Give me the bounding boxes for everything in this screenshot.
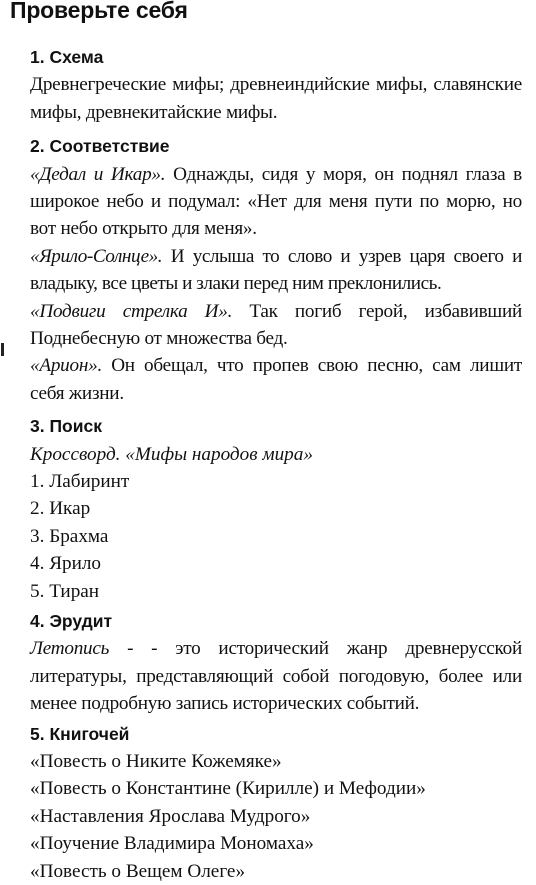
list-item: 2. Икар: [30, 498, 91, 520]
list-item: «Повесть о Константине (Кирилле) и Мефодии»: [30, 778, 426, 800]
section-text: Древнегреческие мифы; древнеиндийские мифы, славянские мифы, древнекитайские мифы.: [30, 74, 522, 123]
myth-title: «Арион».: [30, 355, 103, 377]
match-paragraph-4: [30, 352, 522, 407]
myth-quote: Он обещал, что пропев свою песню, сам лишит себя жизни.: [30, 355, 522, 404]
section-heading: 2. Соответствие: [30, 136, 170, 157]
list-item: 5. Тиран: [30, 580, 100, 602]
content: [30, 44, 522, 885]
match-paragraph-2: [30, 243, 522, 298]
crossword-title: Кроссворд. «Мифы народов мира»: [30, 443, 313, 465]
myth-title: «Ярило-Солнце».: [30, 245, 163, 267]
section-scheme: [30, 44, 522, 126]
list-item: «Наставления Ярослава Мудрого»: [30, 805, 311, 827]
list-item: «Поучение Владимира Мономаха»: [30, 833, 314, 855]
page-title: Проверьте себя: [10, 0, 188, 23]
margin-mark: [1, 343, 4, 356]
section-heading: 5. Книгочей: [30, 723, 130, 744]
myth-quote: И услыша то слово и узрев царя своего и владыку, все цветы и злаки перед ним преклонились.: [30, 245, 522, 295]
list-item: 4. Ярило: [30, 553, 102, 575]
list-item: 3. Брахма: [30, 525, 109, 547]
section-heading: 4. Эрудит: [30, 610, 113, 631]
definition: [30, 635, 522, 717]
list-item: «Повесть о Вещем Олеге»: [30, 860, 246, 882]
myth-quote: Так погиб герой, избавивший Поднебесную от множества бед.: [30, 300, 522, 350]
myth-quote: Однажды, сидя у моря, он поднял глаза в широкое небо и подумал: «Нет для меня пути по морю, но вот небо открыто для меня».: [30, 163, 522, 240]
section-heading: 3. Поиск: [30, 416, 102, 437]
myth-title: «Подвиги стрелка И».: [30, 300, 233, 322]
definition-text: - - это исторический жанр древнерусской литературы, представляющий собой погодовую, более или менее подробную запись исторических событий.: [30, 638, 522, 715]
section-heading: 1. Схема: [30, 47, 104, 67]
match-paragraph-3: [30, 298, 522, 353]
list-item: «Повесть о Никите Кожемяке»: [30, 750, 282, 772]
match-paragraph-1: [30, 161, 522, 243]
list-item: 1. Лабиринт: [30, 471, 130, 493]
section-erudite: [30, 608, 522, 718]
term: Летопись: [30, 638, 110, 660]
section-match: [30, 133, 522, 407]
myth-title: «Дедал и Икар».: [30, 163, 166, 185]
section-reader: [30, 721, 522, 885]
section-search: [30, 413, 522, 605]
